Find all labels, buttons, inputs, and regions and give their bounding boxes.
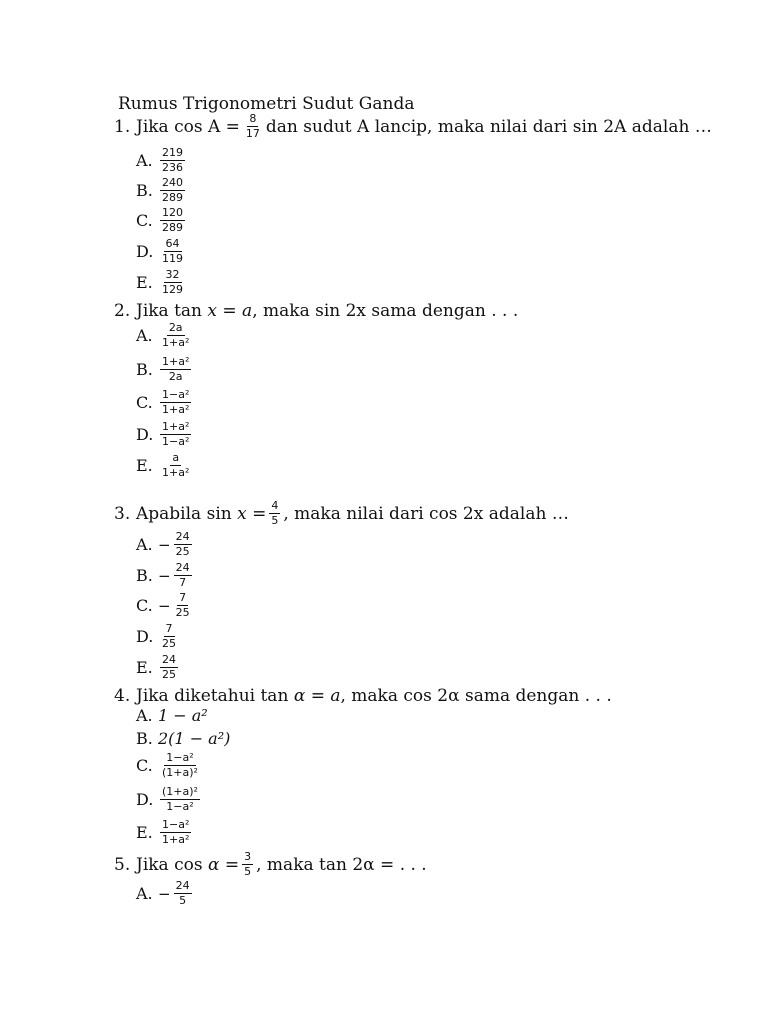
question-2 bbox=[114, 301, 518, 321]
numerator: 32 bbox=[165, 268, 180, 281]
denominator: 1+a² bbox=[162, 336, 190, 349]
denominator: 2a bbox=[168, 370, 183, 383]
question-text-pre: Apabila sin bbox=[136, 503, 232, 524]
fraction bbox=[160, 356, 191, 383]
question-text-pre: Jika tan bbox=[136, 301, 203, 321]
option-2e[interactable] bbox=[136, 452, 193, 479]
question-number: 4. bbox=[114, 686, 131, 706]
option-label: D. bbox=[136, 425, 154, 444]
numerator: 1−a² bbox=[162, 818, 190, 831]
fraction bbox=[160, 147, 185, 174]
option-3a[interactable] bbox=[136, 531, 194, 558]
numerator: a bbox=[172, 451, 180, 464]
numerator: 4 bbox=[271, 499, 279, 512]
fraction bbox=[160, 207, 185, 234]
denominator: 1−a² bbox=[162, 435, 190, 448]
option-4c[interactable] bbox=[136, 752, 202, 779]
denominator: 25 bbox=[162, 668, 176, 681]
fraction bbox=[244, 113, 262, 140]
math-expression: 2(1 − a²) bbox=[158, 729, 231, 748]
denominator: 1+a² bbox=[162, 466, 190, 479]
fraction bbox=[160, 819, 191, 846]
question-text-post: dan sudut A lancip, maka nilai dari sin 2A adalah … bbox=[265, 116, 712, 137]
option-label: C. bbox=[136, 393, 153, 412]
math-expression: x = bbox=[237, 503, 267, 524]
option-label: A. bbox=[136, 326, 153, 345]
page-title: Rumus Trigonometri Sudut Ganda bbox=[118, 94, 415, 114]
option-1e[interactable] bbox=[136, 269, 187, 296]
option-label: B. bbox=[136, 181, 153, 200]
minus-sign: − bbox=[158, 596, 171, 615]
option-2a[interactable] bbox=[136, 322, 193, 349]
numerator: 1+a² bbox=[162, 355, 190, 368]
question-5 bbox=[114, 851, 427, 878]
denominator: 119 bbox=[162, 252, 183, 265]
minus-sign: − bbox=[158, 535, 171, 554]
question-number: 3. bbox=[114, 503, 131, 524]
question-text-pre: Jika diketahui tan bbox=[136, 686, 289, 706]
math-expression: x = a bbox=[207, 301, 253, 321]
question-text-pre: Jika cos bbox=[136, 854, 203, 875]
question-1 bbox=[114, 113, 712, 140]
numerator: 7 bbox=[179, 591, 187, 604]
option-label: E. bbox=[136, 658, 153, 677]
minus-sign: − bbox=[158, 884, 171, 903]
option-label: C. bbox=[136, 596, 153, 615]
option-3e[interactable] bbox=[136, 654, 180, 681]
math-expression: α = a bbox=[293, 686, 341, 706]
denominator: 5 bbox=[271, 514, 279, 527]
question-text-post: , maka cos 2α sama dengan . . . bbox=[340, 686, 612, 706]
option-label: D. bbox=[136, 790, 154, 809]
fraction bbox=[160, 389, 191, 416]
option-label: E. bbox=[136, 273, 153, 292]
question-text-post: , maka tan 2α = . . . bbox=[256, 854, 427, 875]
denominator: 1+a² bbox=[162, 403, 190, 416]
question-4 bbox=[114, 686, 612, 706]
question-text-pre: Jika cos A = bbox=[136, 116, 240, 137]
denominator: 1+a² bbox=[162, 833, 190, 846]
fraction bbox=[160, 752, 200, 779]
fraction bbox=[160, 623, 178, 650]
fraction bbox=[160, 238, 185, 265]
option-label: A. bbox=[136, 151, 153, 170]
numerator: 219 bbox=[162, 146, 183, 159]
denominator: (1+a)² bbox=[162, 766, 198, 779]
denominator: 25 bbox=[175, 545, 190, 558]
option-2d[interactable] bbox=[136, 421, 193, 448]
numerator: 1−a² bbox=[162, 388, 190, 401]
option-label: A. bbox=[136, 535, 153, 554]
option-label: B. bbox=[136, 360, 153, 379]
minus-sign: − bbox=[158, 566, 171, 585]
denominator: 25 bbox=[175, 606, 190, 619]
question-number: 5. bbox=[114, 854, 131, 875]
option-label: D. bbox=[136, 242, 154, 261]
fraction bbox=[160, 177, 185, 204]
numerator: 24 bbox=[175, 561, 190, 574]
option-1c[interactable] bbox=[136, 207, 187, 234]
math-expression: 1 − a² bbox=[158, 706, 208, 725]
numerator: 1−a² bbox=[166, 751, 194, 764]
fraction bbox=[174, 531, 192, 558]
option-2b[interactable] bbox=[136, 356, 193, 383]
denominator: 17 bbox=[245, 127, 260, 140]
option-label: B. bbox=[136, 729, 153, 748]
denominator: 7 bbox=[179, 576, 187, 589]
question-text-post: , maka sin 2x sama dengan . . . bbox=[252, 301, 519, 321]
numerator: 24 bbox=[175, 530, 190, 543]
option-label: E. bbox=[136, 823, 153, 842]
option-1d[interactable] bbox=[136, 238, 187, 265]
numerator: 120 bbox=[162, 206, 183, 219]
fraction bbox=[160, 269, 185, 296]
option-label: C. bbox=[136, 756, 153, 775]
option-2c[interactable] bbox=[136, 389, 193, 416]
math-expression: α = bbox=[207, 854, 240, 875]
option-label: C. bbox=[136, 211, 153, 230]
option-5a[interactable] bbox=[136, 880, 194, 907]
fraction bbox=[174, 880, 192, 907]
option-label: E. bbox=[136, 456, 153, 475]
numerator: 240 bbox=[162, 176, 183, 189]
numerator: 7 bbox=[165, 622, 173, 635]
question-text-post: , maka nilai dari cos 2x adalah … bbox=[283, 503, 569, 524]
numerator: 8 bbox=[249, 112, 257, 125]
question-number: 2. bbox=[114, 301, 131, 321]
option-1a[interactable] bbox=[136, 147, 187, 174]
numerator: 1+a² bbox=[162, 420, 190, 433]
question-number: 1. bbox=[114, 116, 131, 137]
denominator: 289 bbox=[162, 191, 183, 204]
denominator: 1−a² bbox=[166, 800, 194, 813]
question-3 bbox=[114, 500, 569, 527]
denominator: 25 bbox=[162, 637, 176, 650]
fraction bbox=[160, 452, 191, 479]
fraction bbox=[160, 322, 191, 349]
option-4d[interactable] bbox=[136, 786, 202, 813]
numerator: 3 bbox=[244, 850, 252, 863]
option-1b[interactable] bbox=[136, 177, 187, 204]
denominator: 5 bbox=[244, 865, 252, 878]
fraction bbox=[269, 500, 280, 527]
fraction bbox=[160, 786, 200, 813]
denominator: 5 bbox=[179, 894, 187, 907]
option-3d[interactable] bbox=[136, 623, 180, 650]
option-4a[interactable] bbox=[136, 706, 208, 725]
option-label: D. bbox=[136, 627, 154, 646]
denominator: 236 bbox=[162, 161, 183, 174]
option-3c[interactable] bbox=[136, 592, 194, 619]
denominator: 129 bbox=[162, 283, 183, 296]
numerator: 24 bbox=[162, 653, 176, 666]
option-label: A. bbox=[136, 706, 153, 725]
option-4e[interactable] bbox=[136, 819, 193, 846]
option-3b[interactable] bbox=[136, 562, 194, 589]
fraction bbox=[160, 654, 178, 681]
option-4b[interactable] bbox=[136, 729, 230, 748]
denominator: 289 bbox=[162, 221, 183, 234]
fraction bbox=[174, 562, 192, 589]
option-label: A. bbox=[136, 884, 153, 903]
fraction bbox=[242, 851, 253, 878]
numerator: 64 bbox=[165, 237, 180, 250]
fraction bbox=[160, 421, 191, 448]
option-label: B. bbox=[136, 566, 153, 585]
numerator: 2a bbox=[168, 321, 183, 334]
numerator: 24 bbox=[175, 879, 190, 892]
numerator: (1+a)² bbox=[162, 785, 198, 798]
fraction bbox=[174, 592, 192, 619]
